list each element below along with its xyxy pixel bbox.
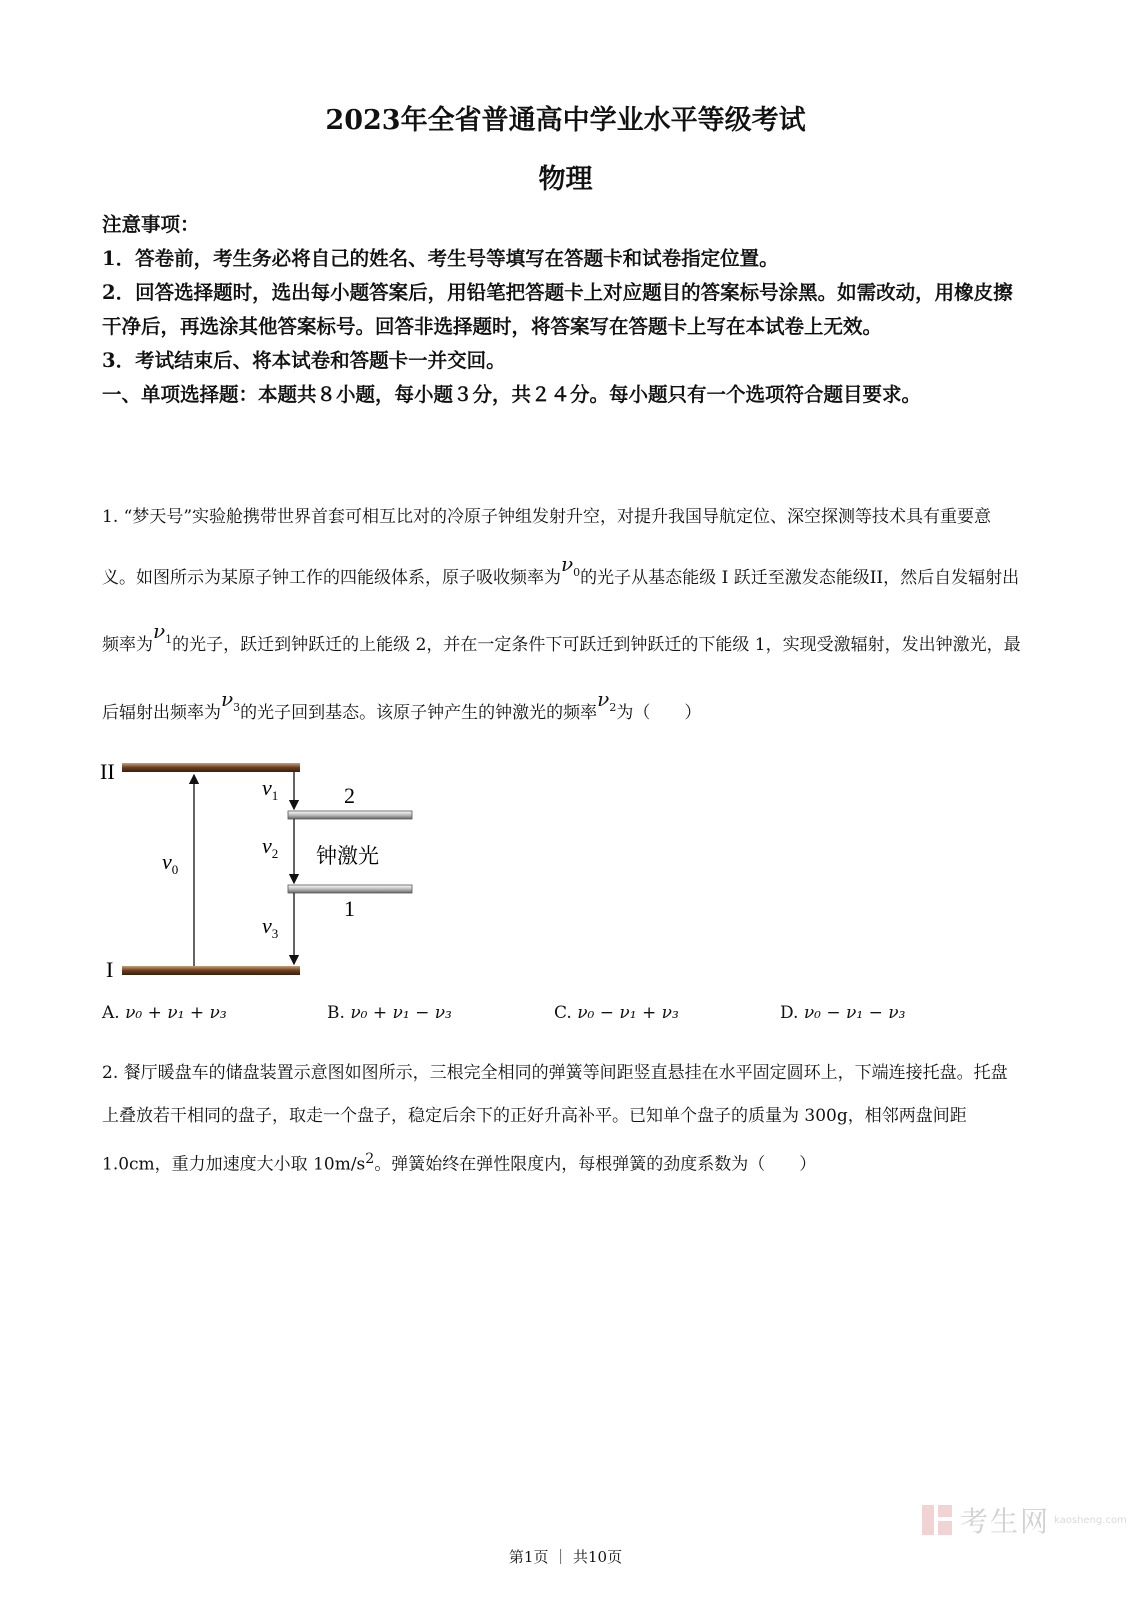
q2-superscript: 2 xyxy=(365,1151,375,1167)
option-b-expr: ν₀ + ν₁ − ν₃ xyxy=(350,1003,452,1023)
nu0-label: $\nu_0$ xyxy=(162,849,179,877)
nu1-label: $\nu_1$ xyxy=(262,775,279,803)
level-2-bar xyxy=(288,811,412,819)
q1-text-1: 1. “梦天号”实验舱携带世界首套可相互比对的冷原子钟组发射升空，对提升我国导航定位、深空探测等技术具有重要意义。如图所示为某原子钟工作的四能级体系，原子吸收频率为 xyxy=(102,507,992,588)
option-a-expr: ν₀ + ν₁ + ν₃ xyxy=(125,1003,227,1023)
notice-item: 1．答卷前，考生务必将自己的姓名、考生号等填写在答题卡和试卷指定位置。 xyxy=(102,247,779,270)
option-c-expr: ν₀ − ν₁ + ν₃ xyxy=(577,1003,679,1023)
watermark-site: kaosheng.com xyxy=(1054,1514,1127,1526)
option-d[interactable]: D. ν₀ − ν₁ − ν₃ xyxy=(780,1003,906,1023)
level-II-bar xyxy=(122,763,300,772)
watermark-text: 考生网 xyxy=(960,1505,1051,1538)
option-a[interactable]: A. ν₀ + ν₁ + ν₃ xyxy=(102,1003,227,1023)
q1-text-5: 为（ ） xyxy=(616,702,702,723)
q1-text-3: 的光子，跃迁到钟跃迁的上能级 2，并在一定条件下可跃迁到钟跃迁的下能级 1，实现受激辐射，发出钟激光，最后辐射出频率为 xyxy=(102,635,1021,723)
energy-level-diagram xyxy=(98,753,428,983)
option-d-expr: ν₀ − ν₁ − ν₃ xyxy=(803,1003,906,1023)
q2-text-b: 。弹簧始终在弹性限度内，每根弹簧的劲度系数为（ ） xyxy=(374,1154,817,1175)
nu3-label: $\nu_3$ xyxy=(262,913,279,941)
level-II-label: II xyxy=(100,759,115,784)
q2-text-a: 2. 餐厅暖盘车的储盘装置示意图如图所示，三根完全相同的弹簧等间距竖直悬挂在水平固定圆环上，下端连接托盘。托盘上叠放若干相同的盘子，取走一个盘子，稳定后余下的正好升高补平。已知单个盘子的质量为 300g，相邻两盘间距 1.0cm，重力加速度大小取 10m/s xyxy=(102,1063,1008,1175)
page-footer: 第1页 ｜ 共10页 xyxy=(508,1548,623,1566)
watermark xyxy=(920,1500,1127,1540)
nu1-symbol: $\nu_1$ xyxy=(153,619,173,646)
level-I-bar xyxy=(122,966,300,975)
clock-laser-label: 钟激光 xyxy=(316,844,379,868)
exam-title: 2023年全省普通高中学业水平等级考试 xyxy=(325,105,806,136)
notice-item: 2．回答选择题时，选出每小题答案后，用铅笔把答题卡上对应题目的答案标号涂黑。如需改动，用橡皮擦干净后，再选涂其他答案标号。回答非选择题时，将答案写在答题卡上写在本试卷上无效。 xyxy=(102,281,1013,338)
level-I-label: I xyxy=(106,957,114,982)
q1-text-2: 的光子从基态能级 I 跃迁至激发态能级II，然后自发辐射出频率为 xyxy=(102,567,1020,655)
question-2 xyxy=(102,1052,1022,1187)
nu3-symbol: $\nu_3$ xyxy=(221,686,241,714)
kaosheng-logo-icon xyxy=(920,1503,954,1537)
q1-text-4: 的光子回到基态。该原子钟产生的钟激光的频率 xyxy=(240,702,598,723)
option-b[interactable]: B. ν₀ + ν₁ − ν₃ xyxy=(327,1003,452,1023)
notice-item: 3．考试结束后、将本试卷和答题卡一并交回。 xyxy=(102,349,506,372)
question-1 xyxy=(102,488,1022,749)
option-c[interactable]: C. ν₀ − ν₁ + ν₃ xyxy=(554,1003,679,1023)
notice-heading: 注意事项： xyxy=(102,213,200,236)
level-1-label: 1 xyxy=(344,896,355,921)
level-1-bar xyxy=(288,885,412,893)
level-2-label: 2 xyxy=(344,783,355,808)
nu0-symbol: $\nu_0$ xyxy=(561,551,581,579)
notice-block xyxy=(102,208,1022,412)
nu2-label: $\nu_2$ xyxy=(262,833,279,861)
nu2-symbol: $\nu_2$ xyxy=(597,686,617,714)
subject-title: 物理 xyxy=(538,164,593,195)
section-heading: 一、单项选择题：本题共８小题，每小题３分，共２４分。每小题只有一个选项符合题目要求。 xyxy=(102,383,922,406)
